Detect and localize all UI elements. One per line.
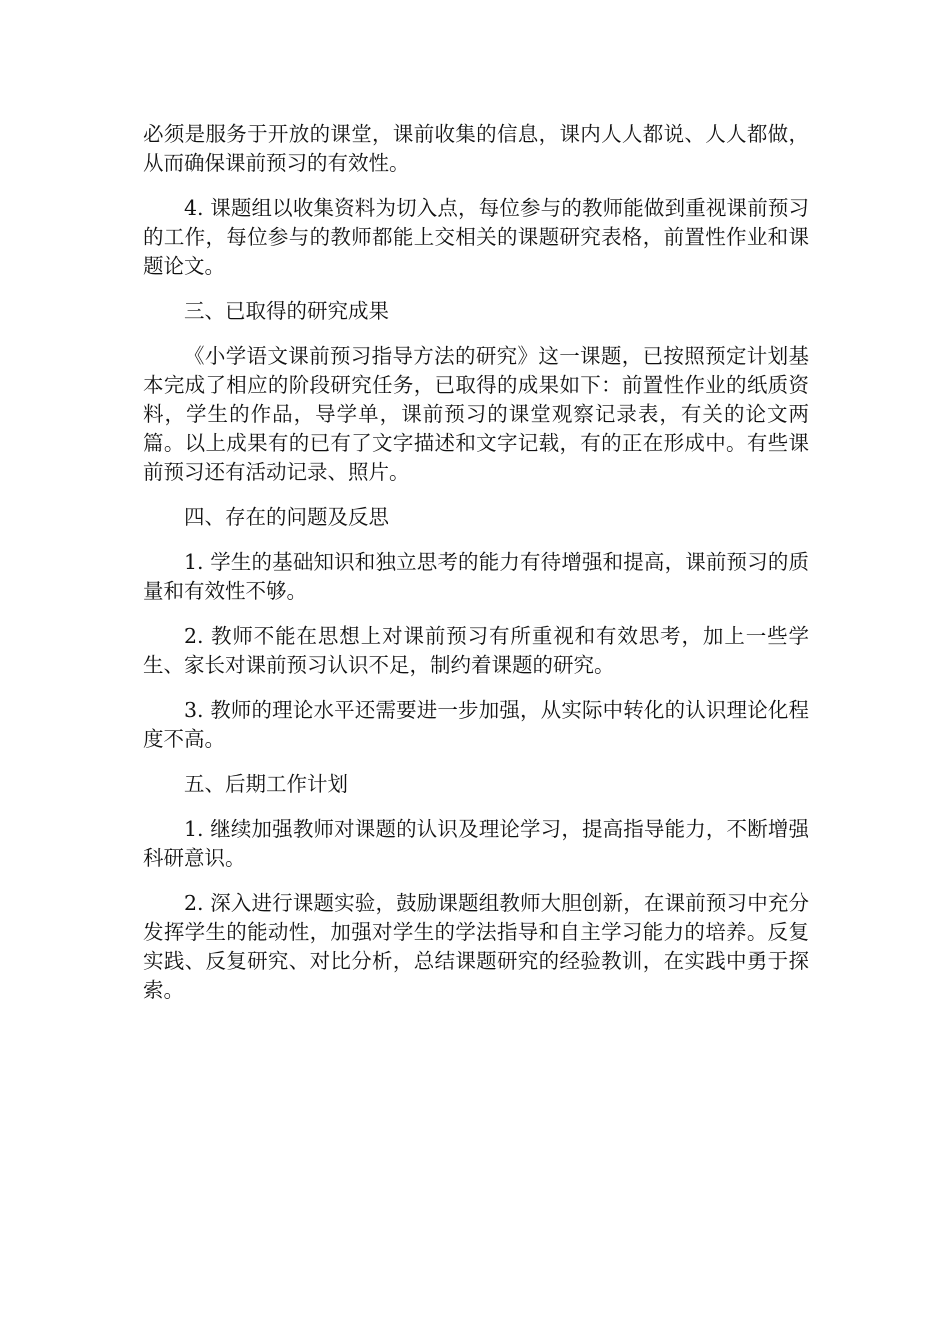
section-heading-problems: 四、存在的问题及反思 bbox=[184, 505, 389, 529]
paragraph-item-4: 4. 课题组以收集资料为切入点，每位参与的教师能做到重视课前预习的工作，每位参与的教师都能上交相关的课题研究表格，前置性作业和课题论文。 bbox=[143, 196, 809, 278]
paragraph-results: 《小学语文课前预习指导方法的研究》这一课题，已按照预定计划基本完成了相应的阶段研究任务，已取得的成果如下：前置性作业的纸质资料，学生的作品，导学单，课前预习的课堂观察记录表，有关的论文两篇。以上成果有的已有了文字描述和文字记载，有的正在形成中。有些课前预习还有活动记录、照片。 bbox=[143, 344, 809, 484]
document-page bbox=[143, 120, 809, 1021]
paragraph-problem-1: 1. 学生的基础知识和独立思考的能力有待增强和提高，课前预习的质量和有效性不够。 bbox=[143, 550, 809, 603]
paragraph-continuation: 必须是服务于开放的课堂，课前收集的信息，课内人人都说、人人都做，从而确保课前预习的有效性。 bbox=[143, 122, 809, 175]
section-heading-plan: 五、后期工作计划 bbox=[184, 772, 348, 796]
paragraph-problem-2: 2. 教师不能在思想上对课前预习有所重视和有效思考，加上一些学生、家长对课前预习认识不足，制约着课题的研究。 bbox=[143, 624, 809, 677]
section-heading-results: 三、已取得的研究成果 bbox=[184, 299, 389, 323]
paragraph-plan-1: 1. 继续加强教师对课题的认识及理论学习，提高指导能力，不断增强科研意识。 bbox=[143, 817, 809, 870]
paragraph-plan-2: 2. 深入进行课题实验，鼓励课题组教师大胆创新，在课前预习中充分发挥学生的能动性，加强对学生的学法指导和自主学习能力的培养。反复实践、反复研究、对比分析，总结课题研究的经验教训，在实践中勇于探索。 bbox=[143, 891, 809, 1002]
paragraph-problem-3: 3. 教师的理论水平还需要进一步加强，从实际中转化的认识理论化程度不高。 bbox=[143, 698, 809, 751]
